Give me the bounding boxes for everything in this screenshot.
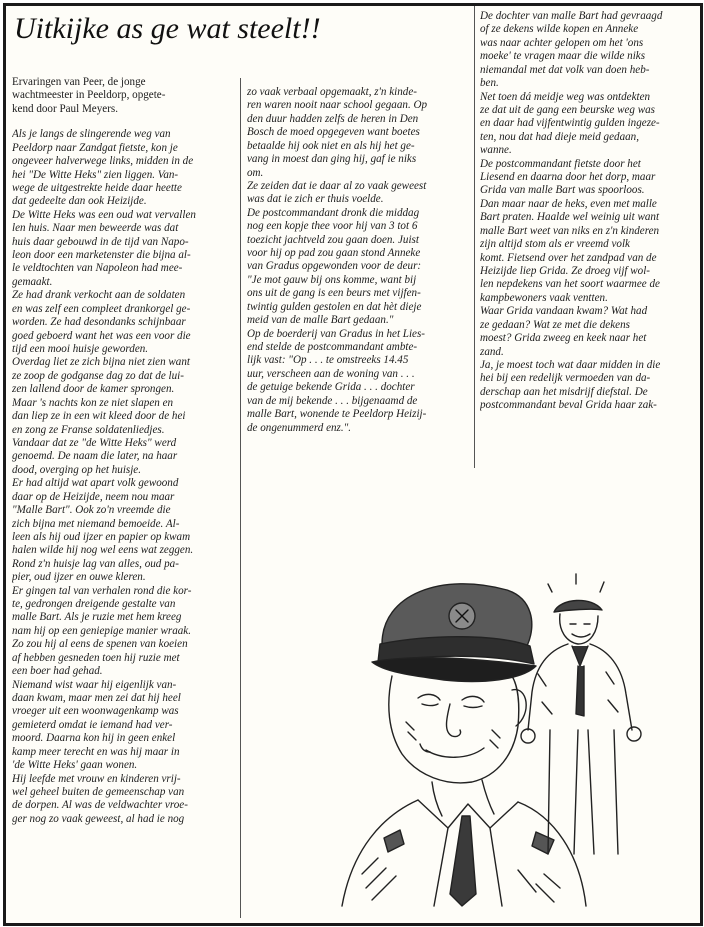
- article-intro: [12, 76, 234, 116]
- text-line: uur, verscheen aan de woning van . . .: [247, 367, 415, 380]
- text-line: den duur hadden zelfs de heren in Den: [247, 112, 419, 125]
- text-line: toezicht jachtveld zou gaan doen. Juist: [247, 233, 419, 246]
- text-line: Er had altijd wat apart volk gewoond: [12, 477, 179, 490]
- text-line: betaalde hij ook niet en als hij het ge-: [247, 139, 415, 152]
- text-line: worden. Ze had desondanks schijnbaar: [12, 316, 186, 329]
- column-divider: [240, 78, 241, 918]
- text-line: af hebben gesneden toen hij ruzie met: [12, 651, 180, 664]
- text-line: Ervaringen van Peer, de jonge: [12, 76, 146, 88]
- text-line: Ja, je moest toch wat daar midden in die: [480, 358, 661, 371]
- text-line: hei bij een redelijk vermoeden van da-: [480, 372, 651, 385]
- text-line: derschap aan het misdrijf diefstal. De: [480, 385, 648, 398]
- text-line: halen wilde hij nog wel eens wat zeggen.: [12, 544, 194, 557]
- text-line: twintig gulden gestolen en dat hèt dieje: [247, 300, 422, 313]
- article-column-3: [480, 10, 698, 413]
- text-line: lijk vast: "Op . . . te omstreeks 14.45: [247, 354, 409, 367]
- text-line: ongeveer halverwege links, midden in de: [12, 155, 194, 168]
- text-line: zich bijna met niemand bemoeide. Al-: [12, 517, 180, 530]
- text-line: wege de uitgestrekte heide daar heette: [12, 181, 182, 194]
- text-line: dood, overging op het huisje.: [12, 463, 141, 476]
- text-line: moest? Grida zweeg en keek naar het: [480, 332, 647, 345]
- text-line: leen als hij oud ijzer en papier op kwam: [12, 530, 191, 543]
- article-column-1: [12, 76, 234, 826]
- text-line: dan liep ze in een wit kleed door de hei: [12, 410, 186, 423]
- text-line: was dat ie zich er thuis voelde.: [247, 193, 384, 206]
- text-line: Liesend en daarna door het dorp, maar: [480, 171, 656, 184]
- text-line: pier, oud ijzer en ouwe kleren.: [12, 571, 146, 584]
- text-line: nog een kopje thee voor hij van 3 tot 6: [247, 220, 418, 233]
- text-line: Op de boerderij van Gradus in het Lies-: [247, 327, 425, 340]
- text-line: te, gedrongen dreigende gestalte van: [12, 598, 176, 611]
- text-line: ze dat uit de gang een beurske weg was: [480, 103, 656, 116]
- text-line: en daar had vijfentwintig gulden ingeze-: [480, 117, 660, 130]
- text-line: goed geboerd want het was een voor die: [12, 329, 191, 342]
- text-line: gemieterd omdat ie iemand had ver-: [12, 718, 173, 731]
- text-line: genoemd. De naam die later, na haar: [12, 450, 178, 463]
- text-line: Bosch de moed opgegeven want boetes: [247, 126, 420, 139]
- text-line: zo vaak verbaal opgemaakt, z'n kinde-: [247, 86, 417, 98]
- text-line: daan kwam, maar men zei dat hij heel: [12, 691, 181, 704]
- text-line: Heizijde liep Grida. Ze droeg vijf wol-: [480, 265, 650, 278]
- text-line: zijn altijd stom als er vreemd volk: [480, 238, 630, 251]
- text-line: een boer had gehad.: [12, 665, 103, 678]
- article-title: Uitkijke as ge wat steelt!!: [14, 12, 321, 45]
- text-line: ben.: [480, 77, 499, 90]
- text-line: tijd een mooi huisje geworden.: [12, 343, 149, 356]
- text-line: ons uit de gang is een beurs met vijfen-: [247, 287, 421, 300]
- text-line: meid van de malle Bart gedaan.": [247, 314, 394, 327]
- text-line: leon door een marketenster die bijna al-: [12, 249, 191, 262]
- text-line: Ze zeiden dat ie daar al zo vaak geweest: [247, 179, 427, 192]
- article-column-2: [247, 86, 467, 435]
- text-line: Ze had drank verkocht aan de soldaten: [12, 289, 186, 302]
- text-line: van de mij bekende . . . bijgenaamd de: [247, 394, 418, 407]
- text-line: komt. Fietsend over het zandpad van de: [480, 251, 657, 264]
- text-line: Rond z'n huisje lag van alles, oud pa-: [12, 557, 179, 570]
- text-line: de ongenummerd enz.".: [247, 421, 352, 434]
- column-divider: [474, 6, 475, 468]
- text-line: le veldtochten van Napoleon had mee-: [12, 262, 183, 275]
- text-line: en was zelf een compleet drankorgel ge-: [12, 302, 191, 315]
- text-line: zand.: [480, 345, 504, 358]
- text-line: De postcommandant fietste door het: [480, 157, 641, 170]
- text-line: "Je mot gauw bij ons komme, want bij: [247, 273, 417, 286]
- text-line: Maar 's nachts kon ze niet slapen en: [12, 396, 174, 409]
- text-line: of ze dekens wilde kopen en Anneke: [480, 23, 639, 36]
- text-line: voor hij op pad zou gaan stond Anneke: [247, 247, 421, 260]
- text-line: De dochter van malle Bart had gevraagd: [480, 10, 663, 22]
- text-line: kampbewoners vaak ventten.: [480, 291, 608, 304]
- text-line: De Witte Heks was een oud wat vervallen: [12, 208, 196, 221]
- text-line: wanne.: [480, 144, 512, 157]
- text-line: De postcommandant dronk die middag: [247, 206, 420, 219]
- text-line: gemaakt.: [12, 275, 53, 288]
- text-line: Hij leefde met vrouw en kinderen vrij-: [12, 772, 181, 785]
- text-line: kend door Paul Meyers.: [12, 102, 118, 115]
- text-line: Niemand wist waar hij eigenlijk van-: [12, 678, 177, 691]
- text-line: Net toen dá meidje weg was ontdekten: [480, 90, 651, 103]
- illustration-policeman-and-malle-bart: [322, 554, 642, 914]
- text-line: ze gedaan? Wat ze met die dekens: [480, 318, 630, 331]
- text-line: Bart praten. Haalde wel weinig uit want: [480, 211, 660, 224]
- text-line: ren waren nooit naar school gegaan. Op: [247, 99, 428, 112]
- text-line: malle Bart. Als je ruzie met hem kreeg: [12, 611, 182, 624]
- text-line: len huis. Naar men beweerde was dat: [12, 222, 179, 235]
- text-line: malle Bart, wonende te Peeldorp Heizij-: [247, 408, 427, 421]
- text-line: de dorpen. Al was de veldwachter vroe-: [12, 799, 188, 812]
- text-line: moord. Daarna kon hij in geen enkel: [12, 732, 176, 745]
- malle-bart-drawing: [521, 574, 641, 854]
- text-line: ger nog zo vaak geweest, al had ie nog: [12, 812, 185, 825]
- text-line: Vandaar dat ze "de Witte Heks" werd: [12, 436, 177, 449]
- text-line: len nepdekens van het soort waarmee de: [480, 278, 660, 291]
- text-line: Als je langs de slingerende weg van: [12, 128, 171, 141]
- text-line: daar op de Heizijde, neem nou maar: [12, 490, 175, 503]
- text-line: huis daar gebouwd in de tijd van Napo-: [12, 235, 189, 248]
- text-line: van Gradus opgewonden voor de deur:: [247, 260, 422, 273]
- text-line: vroeger uit een woonwagenkamp was: [12, 705, 179, 718]
- text-line: postcommandant beval Grida haar zak-: [480, 399, 657, 412]
- text-line: was naar achter gelopen om het 'ons: [480, 36, 644, 49]
- text-line: ze zoop de godganse dag zo dat de lui-: [12, 369, 184, 382]
- text-line: vang in moest dan ging hij, gaf ie niks: [247, 153, 417, 166]
- text-line: niemandal met dat volk van doen heb-: [480, 63, 650, 76]
- text-line: wel geheel buiten de gemeenschap van: [12, 785, 185, 798]
- text-line: 'de Witte Heks' gaan wonen.: [12, 759, 138, 772]
- text-line: Overdag liet ze zich bijna niet zien want: [12, 356, 190, 369]
- text-line: om.: [247, 166, 264, 179]
- text-line: wachtmeester in Peeldorp, opgete-: [12, 89, 166, 102]
- text-line: de getuige bekende Grida . . . dochter: [247, 381, 415, 394]
- text-line: Waar Grida vandaan kwam? Wat had: [480, 305, 648, 318]
- column-1-text: [12, 128, 234, 826]
- text-line: kamp meer terecht en was hij maar in: [12, 745, 180, 758]
- text-line: nam hij op een geniepige manier wraak.: [12, 624, 192, 637]
- text-line: end stelde de postcommandant ambte-: [247, 341, 418, 354]
- text-line: malle Bart weet van niks en z'n kinderen: [480, 224, 660, 237]
- text-line: Zo zou hij al eens de spenen van koeien: [12, 638, 188, 651]
- text-line: zen lallend door de kamer sprongen.: [12, 383, 175, 396]
- magazine-page: [3, 3, 703, 926]
- text-line: Dan maar naar de heks, even met malle: [480, 197, 657, 210]
- text-line: Peeldorp naar Zandgat fietste, kon je: [12, 141, 178, 154]
- text-line: ten, nou dat had dieje meid gedaan,: [480, 130, 639, 143]
- text-line: moeke' te vragen maar die wilde niks: [480, 50, 646, 63]
- text-line: Er gingen tal van verhalen rond die kor-: [12, 584, 192, 597]
- text-line: en zong ze Franse soldatenliedjes.: [12, 423, 165, 436]
- text-line: hei "De Witte Heks" zien liggen. Van-: [12, 168, 179, 181]
- text-line: Grida van malle Bart was spoorloos.: [480, 184, 645, 197]
- text-line: dat gedeelte dan ook Heizijde.: [12, 195, 147, 208]
- text-line: "Malle Bart". Ook zo'n vreemde die: [12, 504, 171, 517]
